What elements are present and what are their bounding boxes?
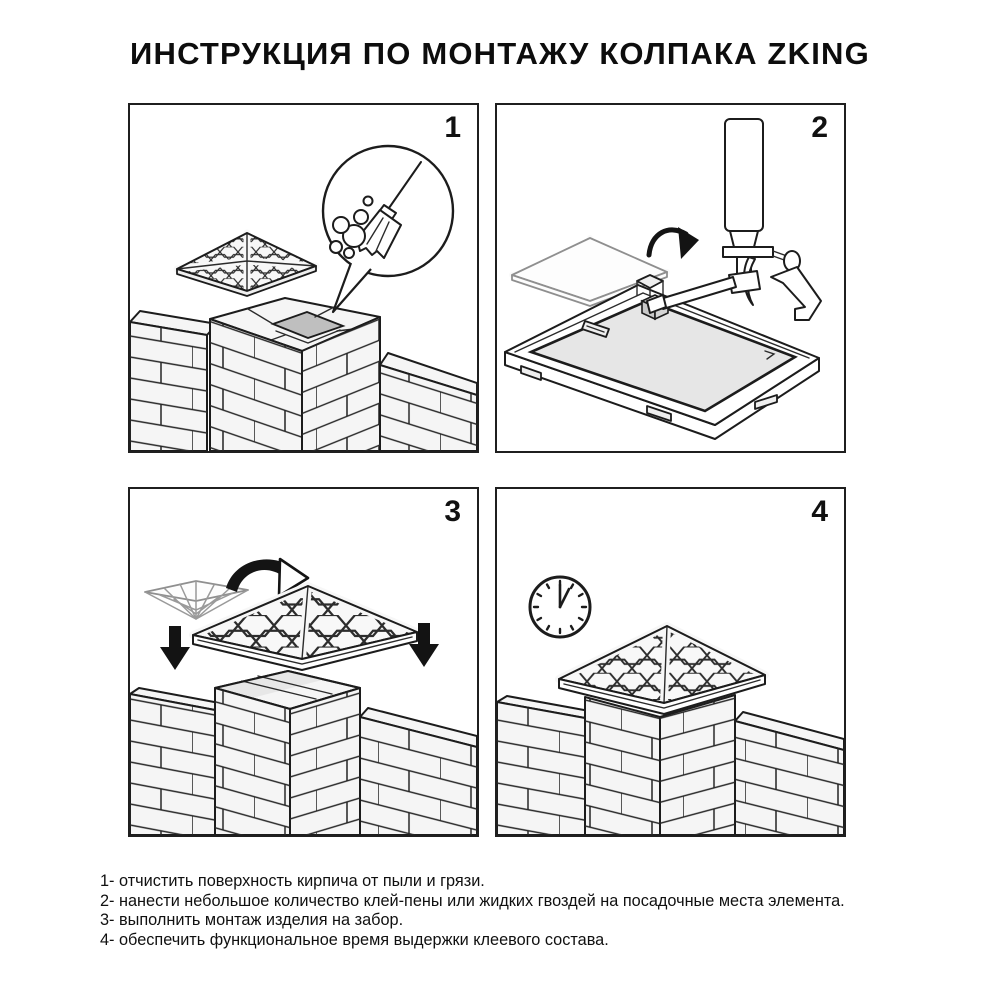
clock-icon	[530, 577, 590, 637]
instruction-line-4: 4- обеспечить функциональное время выдержки клеевого состава.	[100, 930, 609, 949]
instruction-line-3: 3- выполнить монтаж изделия на забор.	[100, 911, 404, 929]
step-3-illustration	[130, 489, 477, 835]
page-title: ИНСТРУКЦИЯ ПО МОНТАЖУ КОЛПАКА ZKING	[130, 36, 870, 71]
down-arrow-left-icon	[160, 626, 190, 670]
instruction-list	[100, 872, 960, 950]
panel-step-1	[128, 103, 479, 453]
brick-wall-left	[130, 311, 217, 451]
panel-3-number: 3	[444, 495, 461, 528]
step-2-illustration	[497, 105, 844, 451]
brick-pillar	[210, 298, 380, 451]
brick-wall-right	[380, 353, 477, 451]
step-1-illustration	[130, 105, 477, 451]
panel-step-3	[128, 487, 479, 837]
callout-bubble	[323, 146, 453, 312]
flip-arrow-icon	[649, 227, 699, 259]
instruction-line-2: 2- нанести небольшое количество клей-пены или жидких гвоздей на посадочные места элемента.	[100, 891, 845, 910]
panel-step-2	[495, 103, 846, 453]
panel-1-number: 1	[444, 111, 461, 144]
instruction-line-1: 1- отчистить поверхность кирпича от пыли и грязи.	[100, 872, 485, 890]
step-4-illustration	[497, 489, 844, 835]
panel-4-number: 4	[811, 495, 828, 528]
brick-wall-right	[735, 712, 844, 835]
chimney-cap	[170, 225, 325, 300]
panel-step-4	[495, 487, 846, 837]
panel-2-number: 2	[811, 111, 828, 144]
brick-wall-left	[497, 696, 595, 835]
brick-wall-left	[130, 688, 225, 835]
brick-wall-right	[360, 708, 477, 835]
brick-pillar	[585, 695, 735, 835]
brick-pillar	[215, 671, 360, 835]
foam-gun-icon	[647, 119, 821, 320]
